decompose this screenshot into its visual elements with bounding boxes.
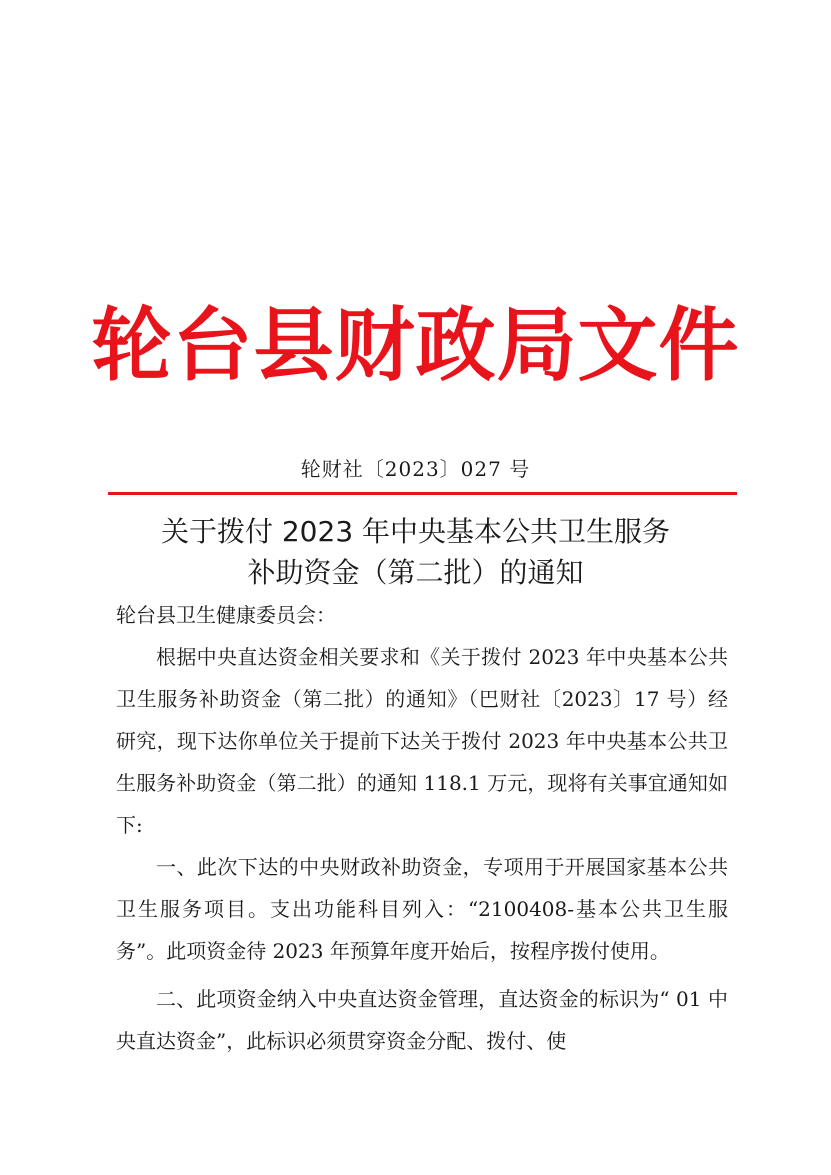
document-number: 轮财社〔2023〕027 号 xyxy=(300,457,531,481)
header-red-divider xyxy=(108,492,737,495)
body-paragraph-3: 二、此项资金纳入中央直达资金管理，直达资金的标识为“ 01 中央直达资金”，此标识必须贯穿资金分配、拨付、使 xyxy=(116,987,728,1053)
document-title-line-1: 关于拨付 2023 年中央基本公共卫生服务 xyxy=(160,515,671,548)
document-body xyxy=(116,594,728,1062)
document-title-line-2: 补助资金（第二批）的通知 xyxy=(247,556,584,589)
body-paragraph-2: 一、此次下达的中央财政补助资金，专项用于开展国家基本公共卫生服务项目。支出功能科目列入：“2100408-基本公共卫生服务”。此项资金待 2023 年预算年度开始后，按程序拨付使用。 xyxy=(116,855,728,963)
recipient-line: 轮台县卫生健康委员会： xyxy=(116,603,336,627)
body-paragraph-1: 根据中央直达资金相关要求和《关于拨付 2023 年中央基本公共卫生服务补助资金（第二批）的通知》（巴财社〔2023〕17 号）经研究，现下达你单位关于提前下达关于拨付 2023 年中央基本公共卫生服务补助资金（第二批）的通知 118.1 万元，现将有关事宜通知如下: xyxy=(116,645,728,837)
document-title xyxy=(90,511,741,593)
agency-header-title: 轮台县财政局文件 xyxy=(91,299,740,392)
